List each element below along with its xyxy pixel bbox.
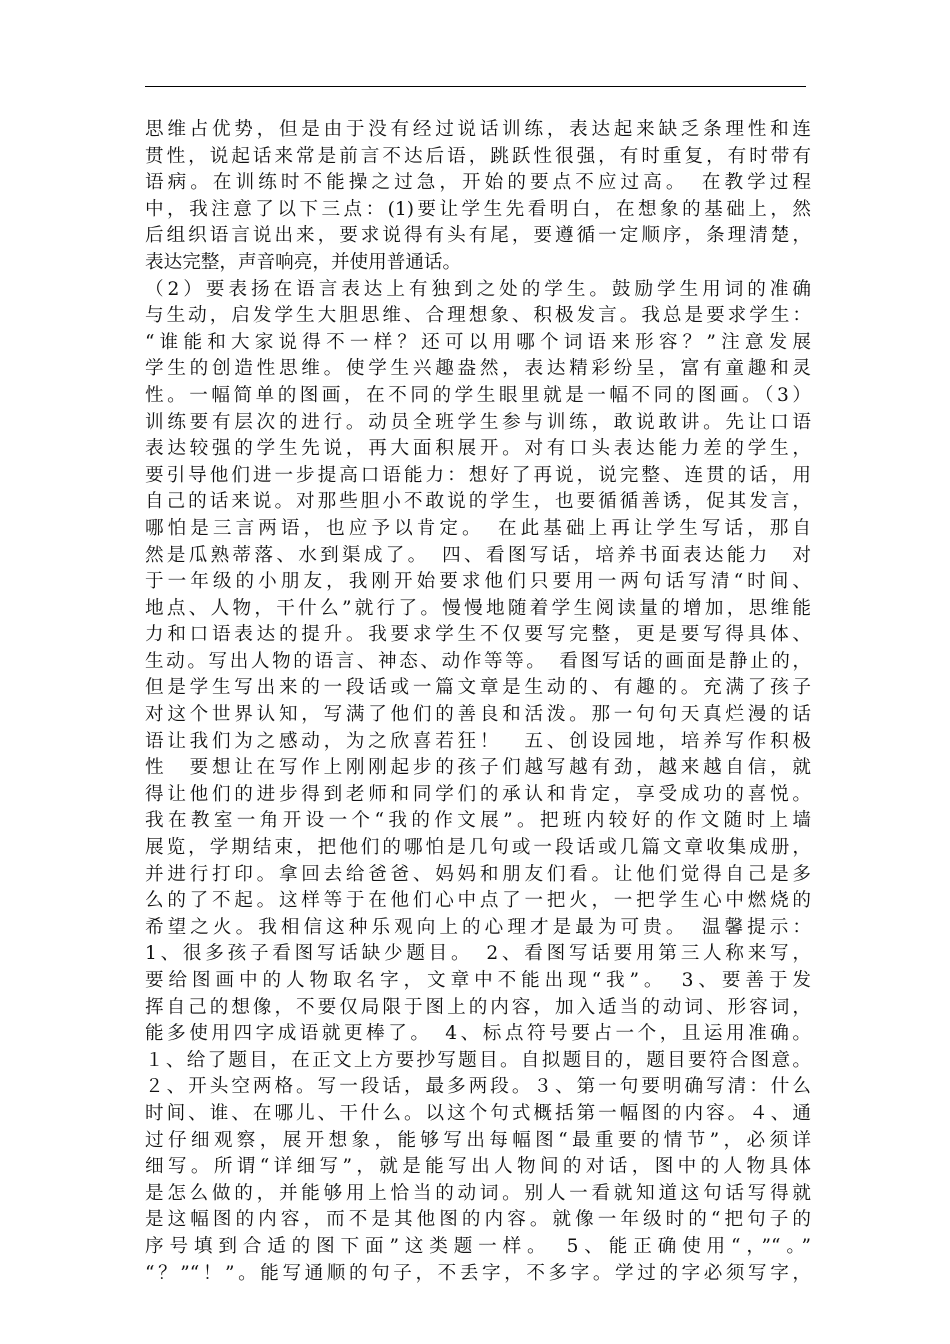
- text-line: （2）要表扬在语言表达上有独到之处的学生。鼓励学生用词的准确: [145, 278, 811, 300]
- text-line: 时间、谁、在哪儿、干什么。以这个句式概括第一幅图的内容。４、通: [145, 1102, 811, 1124]
- text-line: ２、开头空两格。写一段话，最多两段。３、第一句要明确写清：什么: [145, 1076, 811, 1098]
- text-line: 语病。在训练时不能操之过急，开始的要点不应过高。 在教学过程: [145, 172, 811, 194]
- text-line: 希望之火。我相信这种乐观向上的心理才是最为可贵。 温馨提示：: [145, 916, 811, 938]
- text-line: 要引导他们进一步提高口语能力：想好了再说，说完整、连贯的话，用: [145, 464, 811, 486]
- text-line: 1、很多孩子看图写话缺少题目。 2、看图写话要用第三人称来写，: [145, 943, 811, 965]
- text-line: 生动。写出人物的语言、神态、动作等等。 看图写话的画面是静止的，: [145, 650, 811, 672]
- text-line: 并进行打印。拿回去给爸爸、妈妈和朋友们看。让他们觉得自己是多: [145, 863, 811, 885]
- text-line: 然是瓜熟蒂落、水到渠成了。 四、看图写话，培养书面表达能力 对: [145, 544, 811, 566]
- text-line: 后组织语言说出来，要求说得有头有尾，要遵循一定顺序，条理清楚，: [145, 225, 811, 247]
- text-line: 表达较强的学生先说，再大面积展开。对有口头表达能力差的学生，: [145, 438, 811, 460]
- text-line: 展览，学期结束，把他们的哪怕是几句或一段话或几篇文章收集成册，: [145, 837, 811, 859]
- text-line: 贯性，说起话来常是前言不达后语，跳跃性很强，有时重复，有时带有: [145, 145, 811, 167]
- text-line: 于一年级的小朋友，我刚开始要求他们只要用一两句话写清“时间、: [145, 571, 811, 593]
- text-line: 挥自己的想像，不要仅局限于图上的内容，加入适当的动词、形容词，: [145, 996, 811, 1018]
- text-line: 得让他们的进步得到老师和同学们的承认和肯定，享受成功的喜悦。: [145, 783, 811, 805]
- header-rule: [145, 86, 806, 87]
- text-line: 我在教室一角开设一个“我的作文展”。把班内较好的作文随时上墙: [145, 810, 811, 832]
- text-line: 是怎么做的，并能够用上恰当的动词。别人一看就知道这句话写得就: [145, 1182, 811, 1204]
- text-line: 么的了不起。这样等于在他们心中点了一把火，一把学生心中燃烧的: [145, 890, 811, 912]
- text-line: 序号填到合适的图下面”这类题一样。 5、能正确使用“，”“。”: [145, 1235, 811, 1257]
- text-line: 是这幅图的内容，而不是其他图的内容。就像一年级时的“把句子的: [145, 1209, 811, 1231]
- text-line: 与生动，启发学生大胆思维、合理想象、积极发言。我总是要求学生：: [145, 305, 811, 327]
- text-line: 哪怕是三言两语，也应予以肯定。 在此基础上再让学生写话，那自: [145, 517, 811, 539]
- text-line: 中，我注意了以下三点：(1)要让学生先看明白，在想象的基础上，然: [145, 198, 811, 220]
- text-line: 要给图画中的人物取名字，文章中不能出现“我”。 3、要善于发: [145, 970, 811, 991]
- text-line: 但是学生写出来的一段话或一篇文章是生动的、有趣的。充满了孩子: [145, 677, 811, 699]
- text-line: 地点、人物，干什么”就行了。慢慢地随着学生阅读量的增加，思维能: [145, 597, 811, 619]
- text-line: 训练要有层次的进行。动员全班学生参与训练，敢说敢讲。先让口语: [145, 411, 811, 433]
- text-line: 表达完整，声音响亮，并使用普通话。: [145, 251, 462, 273]
- text-line: “？”“！”。能写通顺的句子，不丢字，不多字。学过的字必须写字，: [145, 1262, 811, 1284]
- text-line: 力和口语表达的提升。我要求学生不仅要写完整，更是要写得具体、: [145, 624, 811, 646]
- text-line: 对这个世界认知，写满了他们的善良和活泼。那一句句天真烂漫的话: [145, 704, 811, 726]
- text-line: 语让我们为之感动，为之欣喜若狂！ 五、创设园地，培养写作积极: [145, 730, 811, 752]
- text-line: １、给了题目，在正文上方要抄写题目。自拟题目的，题目要符合图意。: [145, 1049, 811, 1071]
- body-text: [145, 117, 811, 1287]
- text-line: 过仔细观察，展开想象，能够写出每幅图“最重要的情节”，必须详: [145, 1129, 811, 1151]
- text-line: 思维占优势，但是由于没有经过说话训练，表达起来缺乏条理性和连: [145, 119, 811, 140]
- text-line: 自己的话来说。对那些胆小不敢说的学生，也要循循善诱，促其发言，: [145, 491, 811, 513]
- text-line: 性 要想让在写作上刚刚起步的孩子们越写越有劲，越来越自信，就: [145, 757, 811, 779]
- text-line: 能多使用四字成语就更棒了。 4、标点符号要占一个，且运用准确。: [145, 1023, 811, 1045]
- text-line: 性。一幅简单的图画，在不同的学生眼里就是一幅不同的图画。（3）: [145, 384, 811, 406]
- text-line: 细写。所谓“详细写”，就是能写出人物间的对话，图中的人物具体: [145, 1156, 811, 1178]
- text-line: 学生的创造性思维。使学生兴趣盎然，表达精彩纷呈，富有童趣和灵: [145, 358, 811, 380]
- text-line: “谁能和大家说得不一样？还可以用哪个词语来形容？”注意发展: [145, 331, 811, 353]
